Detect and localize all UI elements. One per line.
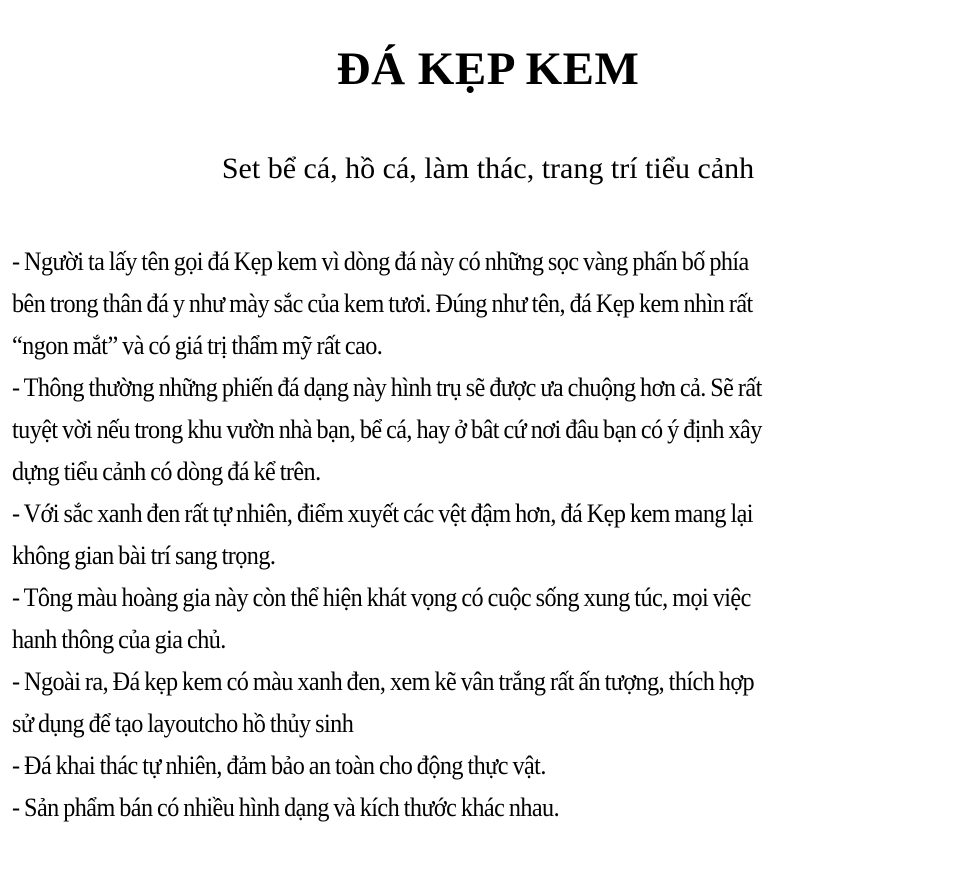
text-line: - Ngoài ra, Đá kẹp kem có màu xanh đen, xem kẽ vân trắng rất ấn tượng, thích hợp (12, 667, 755, 696)
text-line: - Thông thường những phiến đá dạng này hình trụ sẽ được ưa chuộng hơn cả. Sẽ rất (12, 373, 762, 402)
text-line: sử dụng để tạo layoutcho hồ thủy sinh (12, 709, 354, 738)
text-line: “ngon mắt” và có giá trị thẩm mỹ rất cao. (12, 331, 383, 360)
text-line: - Đá khai thác tự nhiên, đảm bảo an toàn cho động thực vật. (12, 751, 546, 780)
text-line: hanh thông của gia chủ. (12, 625, 226, 654)
description-body (12, 244, 952, 832)
text-line: không gian bài trí sang trọng. (12, 541, 276, 570)
text-line: - Tông màu hoàng gia này còn thể hiện khát vọng có cuộc sống xung túc, mọi việc (12, 583, 751, 612)
page-subtitle: Set bể cá, hồ cá, làm thác, trang trí tiểu cảnh (221, 152, 755, 185)
text-line: bên trong thân đá y như mày sắc của kem tươi. Đúng như tên, đá Kẹp kem nhìn rất (12, 289, 753, 318)
text-line: - Sản phẩm bán có nhiều hình dạng và kích thước khác nhau. (12, 793, 560, 822)
text-line: - Với sắc xanh đen rất tự nhiên, điểm xuyết các vệt đậm hơn, đá Kẹp kem mang lại (12, 499, 753, 528)
page-title: ĐÁ KẸP KEM (336, 43, 640, 95)
text-line: tuyệt vời nếu trong khu vườn nhà bạn, bể cá, hay ở bât cứ nơi đâu bạn có ý định xây (12, 415, 762, 444)
text-line: - Người ta lấy tên gọi đá Kẹp kem vì dòng đá này có những sọc vàng phấn bố phía (12, 247, 749, 276)
text-line: dựng tiểu cảnh có dòng đá kể trên. (12, 457, 321, 486)
